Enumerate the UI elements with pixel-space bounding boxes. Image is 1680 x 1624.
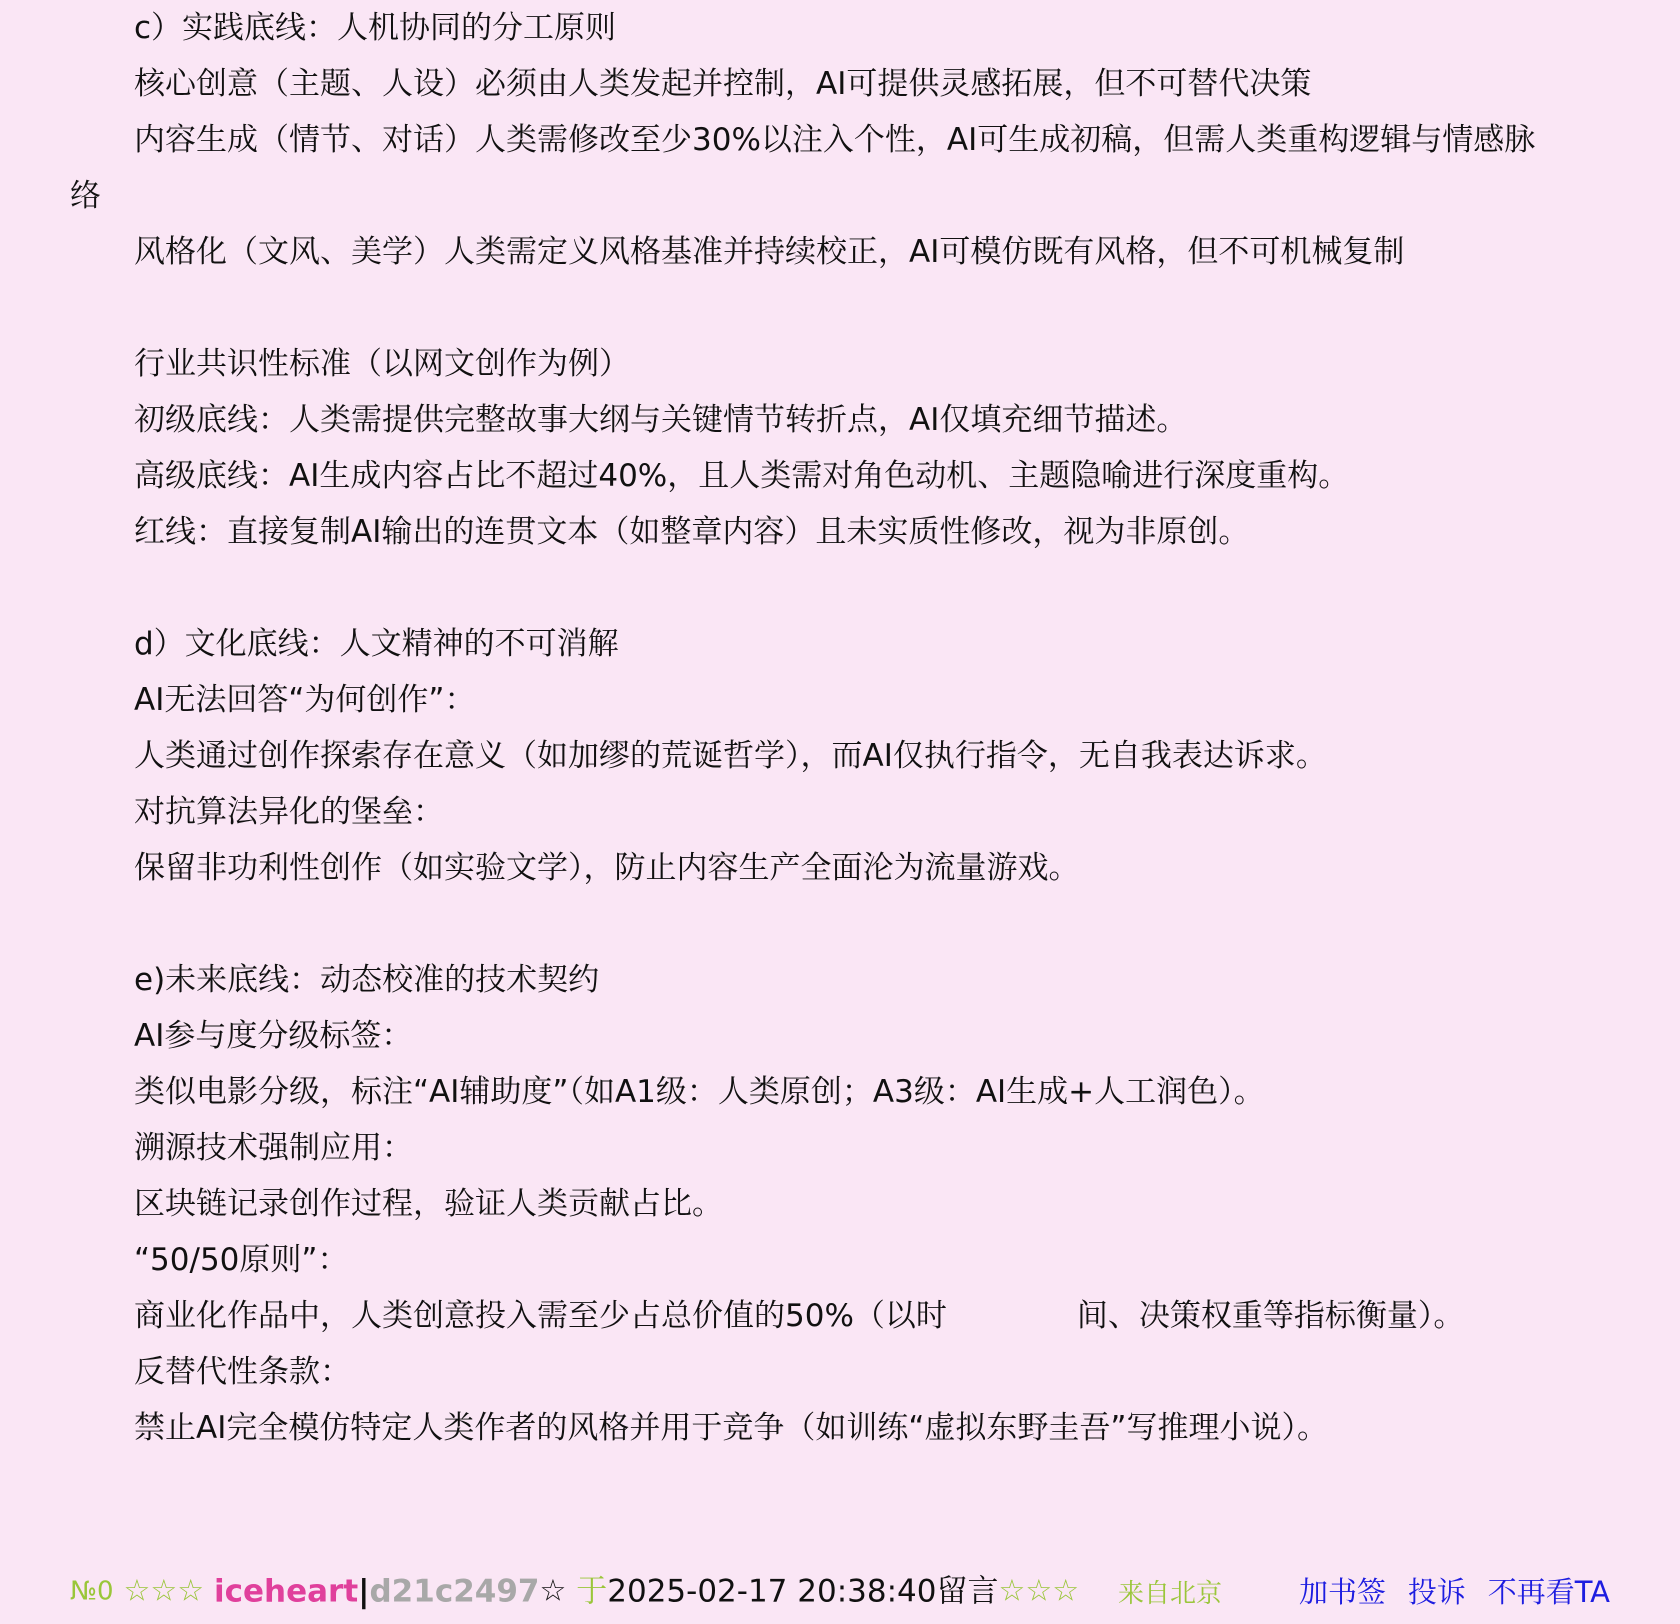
paragraph-line: 禁止AI完全模仿特定人类作者的风格并用于竞争（如训练“虚拟东野圭吾”写推理小说）。 [134, 1410, 1328, 1446]
block-user-link[interactable]: 不再看TA [1487, 1574, 1610, 1609]
star-icon: ☆ [539, 1573, 567, 1609]
paragraph-line: “50/50原则”： [134, 1242, 349, 1278]
paragraph-line: 红线：直接复制AI输出的连贯文本（如整章内容）且未实质性修改，视为非原创。 [134, 514, 1250, 550]
paragraph-line: 核心创意（主题、人设）必须由人类发起并控制，AI可提供灵感拓展，但不可替代决策 [134, 66, 1312, 102]
paragraph-line-part-1: 商业化作品中，人类创意投入需至少占总价值的50%（以时 [134, 1298, 947, 1334]
comment-footer [70, 1568, 1610, 1612]
comment-actions [1287, 1568, 1610, 1614]
star-icons-left: ☆☆☆ [123, 1573, 205, 1609]
section-heading-e: e)未来底线：动态校准的技术契约 [134, 962, 600, 998]
paragraph-line: 对抗算法异化的堡垒： [134, 794, 444, 830]
paragraph-line: 溯源技术强制应用： [134, 1130, 413, 1166]
bookmark-link[interactable]: 加书签 [1298, 1574, 1386, 1609]
section-heading-d: d）文化底线：人文精神的不可消解 [134, 626, 619, 662]
paragraph-line: 风格化（文风、美学）人类需定义风格基准并持续校正，AI可模仿既有风格，但不可机械复制 [134, 234, 1405, 270]
paragraph-line: 内容生成（情节、对话）人类需修改至少30%以注入个性，AI可生成初稿，但需人类重构逻辑与情感脉 [134, 122, 1536, 158]
paragraph-line: 高级底线：AI生成内容占比不超过40%，且人类需对角色动机、主题隐喻进行深度重构。 [134, 458, 1350, 494]
paragraph-line: 类似电影分级，标注“AI辅助度”（如A1级：人类原创；A3级：AI生成+人工润色）。 [134, 1074, 1265, 1110]
report-link[interactable]: 投诉 [1407, 1574, 1466, 1609]
paragraph-line-part-2: 间、决策权重等指标衡量）。 [1076, 1298, 1465, 1334]
paragraph-line: 初级底线：人类需提供完整故事大纲与关键情节转折点，AI仅填充细节描述。 [134, 402, 1188, 438]
user-id: d21c2497 [369, 1573, 540, 1610]
username-separator: | [358, 1573, 370, 1610]
paragraph-line: AI参与度分级标签： [134, 1018, 413, 1054]
paragraph-line: 反替代性条款： [134, 1354, 351, 1390]
time-prefix: 于 [576, 1573, 608, 1610]
paragraph-line: 保留非功利性创作（如实验文学），防止内容生产全面沦为流量游戏。 [134, 850, 1080, 886]
time-suffix: 留言 [936, 1573, 999, 1610]
section-heading-c: c）实践底线：人机协同的分工原则 [134, 10, 617, 46]
username-link[interactable]: iceheart [214, 1573, 359, 1610]
paragraph-line: 人类通过创作探索存在意义（如加缪的荒诞哲学），而AI仅执行指令，无自我表达诉求。 [134, 738, 1327, 774]
paragraph-line: 区块链记录创作过程，验证人类贡献占比。 [134, 1186, 723, 1222]
paragraph-line [134, 1296, 1464, 1336]
star-icons-right: ☆☆☆ [998, 1573, 1080, 1609]
subsection-heading: 行业共识性标准（以网文创作为例） [134, 346, 630, 382]
paragraph-line-wrap: 络 [70, 178, 101, 214]
timestamp: 2025-02-17 20:38:40 [607, 1573, 937, 1610]
comment-number: №0 [70, 1576, 114, 1607]
paragraph-line: AI无法回答“为何创作”： [134, 682, 476, 718]
location-label: 来自北京 [1118, 1579, 1223, 1609]
